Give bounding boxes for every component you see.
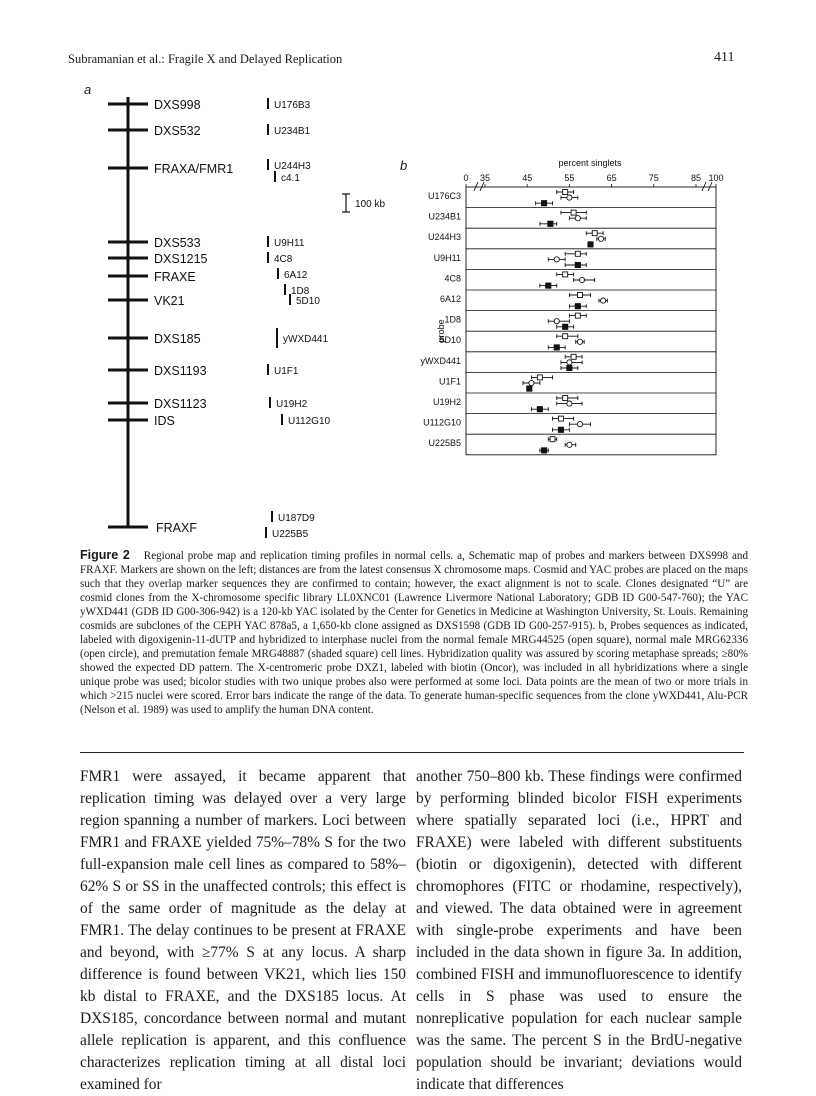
probe-label: 4C8 <box>274 254 293 265</box>
data-point-open-circle <box>567 360 572 365</box>
data-point-open-square <box>575 251 580 256</box>
body-right-column: another 750–800 kb. These findings were confirmed by performing blinded bicolor FISH experiments where spatially separated loci (i.e., HPRT and FRAXE) were labeled with different substituents (biotin or digoxigenin), detected with different chromophores (FITC or rhodamine, respectively), and viewed. The data obtained were in agreement with single-probe experiments and have been included in the data shown in figure 3a. In addition, combined FISH and immunofluorescence to identify cells in S phase was used to ensure the nonreplicative population for each nuclear sample was the same. The percent S in the BrdU-negative population should be invariant; deviations would indicate that differences <box>416 768 742 1093</box>
data-point-open-circle <box>577 422 582 427</box>
marker-label: FRAXF <box>156 521 197 535</box>
panel-a-label: a <box>84 82 92 97</box>
plot-frame <box>466 187 716 455</box>
data-point-shaded-square <box>575 304 580 309</box>
marker-label: DXS185 <box>154 332 201 346</box>
caption-rule <box>80 752 744 753</box>
data-point-open-square <box>537 375 542 380</box>
category-label: 5D10 <box>439 335 461 346</box>
marker-label: DXS533 <box>154 236 201 250</box>
category-label: U225B5 <box>428 438 461 449</box>
data-point-open-square <box>558 416 563 421</box>
data-point-open-square <box>563 190 568 195</box>
data-point-open-square <box>550 437 555 442</box>
marker-label: FRAXE <box>154 270 196 284</box>
data-point-shaded-square <box>527 386 532 391</box>
marker-label: DXS532 <box>154 124 201 138</box>
marker-label: DXS998 <box>154 98 201 112</box>
body-left-column: FMR1 were assayed, it became apparent that replication timing was delayed over a very large region spanning a number of markers. Loci between FMR1 and FRAXE yielded 75%–78% S for the two full-expansion male cell lines as compared to 58%–62% S or SS in the unaffected controls; this effect is of the same order of magnitude as the delay at FMR1. The delay continues to be present at FRAXE and beyond, with ≥77% S at any locus. A sharp difference is found between VK21, which lies 150 kb distal to FRAXE, and the DXS185 locus. At DXS185, concordance between normal and mutant allele replication is apparent, and this confluence characterizes replication timing at all distal loci examined for <box>80 768 406 1093</box>
marker-label: IDS <box>154 414 175 428</box>
data-point-open-circle <box>554 257 559 262</box>
x-tick-label: 75 <box>648 173 659 183</box>
data-point-open-circle <box>598 236 603 241</box>
data-point-open-square <box>563 334 568 339</box>
probe-label: U1F1 <box>274 366 299 377</box>
category-label: U112G10 <box>423 417 461 428</box>
figure-2-graphics <box>0 0 816 545</box>
category-label: 4C8 <box>444 273 461 284</box>
probe-label: 5D10 <box>296 296 320 307</box>
data-point-shaded-square <box>548 221 553 226</box>
data-point-open-circle <box>567 195 572 200</box>
data-point-open-square <box>563 272 568 277</box>
axis-break <box>702 182 706 191</box>
axis-break <box>474 182 478 191</box>
probe-label: U187D9 <box>278 513 315 524</box>
marker-label: FRAXA/FMR1 <box>154 162 234 176</box>
probe-label: 1D8 <box>291 286 310 297</box>
category-label: U1F1 <box>438 376 461 387</box>
axis-break <box>480 182 484 191</box>
x-tick-label: 35 <box>479 173 491 183</box>
data-point-shaded-square <box>554 345 559 350</box>
data-point-open-square <box>577 293 582 298</box>
x-tick-label: 100 <box>708 173 724 183</box>
data-point-shaded-square <box>567 365 572 370</box>
data-point-shaded-square <box>588 242 593 247</box>
x-tick-label: 45 <box>522 173 533 183</box>
category-label: U19H2 <box>432 397 461 407</box>
data-point-open-circle <box>577 339 582 344</box>
marker-label: DXS1123 <box>154 397 207 411</box>
data-point-open-circle <box>601 298 606 303</box>
caption-label: Figure 2 <box>80 548 130 562</box>
probe-label: U19H2 <box>276 399 308 410</box>
running-head: Subramanian et al.: Fragile X and Delayed Replication <box>68 52 343 66</box>
chart-title: percent singlets <box>558 158 622 168</box>
marker-label: VK21 <box>154 294 185 308</box>
figure-caption <box>80 548 748 717</box>
data-point-shaded-square <box>546 283 551 288</box>
category-label: 6A12 <box>439 294 461 304</box>
data-point-open-square <box>571 210 576 215</box>
probe-label: 6A12 <box>284 270 308 281</box>
data-point-open-square <box>571 354 576 359</box>
axis-break <box>708 182 712 191</box>
caption-text: Regional probe map and replication timing profiles in normal cells. a, Schematic map of probes and markers between DXS998 and FRAXF. Markers are shown on the left; distances are from the latest consensus X chromosome maps. Cosmid and YAC probes are placed on the maps such that they overlap marker sequences they are confirmed to contain; however, the exact alignment is not to scale. Clones designated “U” are cosmid clones from the X-chromosome specific library LL0XNC01 (Lawrence Livermore National Laboratory; GDB ID G00-547-760); the YAC yWXD441 (GDB ID G00-306-942) is a 120-kb YAC isolated by the Center for Genetics in Medicine at Washington University, St. Louis. Remaining cosmids are subclones of the CEPH YAC 878a5, a 1,650-kb clone assigned as DXS1598 (GDB ID G00-257-915). b, Probes sequences as indicated, labeled with digoxigenin-11-dUTP and hybridized to interphase nuclei from the normal female MRG44525 (open square), normal male MRG62336 (open circle), and premutation female MRG48887 (shaded square) cell lines. Hybridization quality was assured by scoring metaphase spreads; ≥80% showed the expected DD pattern. The X-centromeric probe DXZ1, labeled with biotin (Oncor), was included in all hybridizations where a single unique probe was used; bicolor studies with two unique probes also were performed at some loci. Data points are the mean of two or more trials in which >215 nuclei were scored. Error bars indicate the range of the data. To generate human-specific sequences from the clone yWXD441, Alu-PCR (Nelson et al. 1989) was used to amplify the human DNA content. <box>80 550 748 716</box>
data-point-shaded-square <box>558 427 563 432</box>
x-tick-label: 55 <box>564 173 575 183</box>
category-label: 1D8 <box>444 314 461 325</box>
data-point-open-circle <box>529 380 534 385</box>
data-point-shaded-square <box>563 324 568 329</box>
x-tick-label: 85 <box>690 173 702 183</box>
category-label: U244H3 <box>427 232 461 243</box>
probe-label: U112G10 <box>288 416 331 427</box>
y-axis-label: probe <box>436 319 446 343</box>
probe-label: U234B1 <box>274 126 311 137</box>
category-label: U176C3 <box>427 191 461 201</box>
data-point-shaded-square <box>575 262 580 267</box>
data-point-open-circle <box>567 442 572 447</box>
marker-label: DXS1193 <box>154 364 207 378</box>
data-point-shaded-square <box>537 407 542 412</box>
probe-label: U9H11 <box>274 238 305 249</box>
scale-bar-label: 100 kb <box>355 199 386 210</box>
category-label: U9H11 <box>433 252 461 263</box>
data-point-open-circle <box>567 401 572 406</box>
data-point-open-circle <box>575 216 580 221</box>
data-point-open-square <box>592 231 597 236</box>
marker-label: DXS1215 <box>154 252 208 266</box>
probe-map <box>108 97 385 540</box>
x-tick-label: 65 <box>606 173 617 183</box>
data-point-open-circle <box>579 277 584 282</box>
probe-label: U225B5 <box>272 529 309 540</box>
data-point-open-square <box>575 313 580 318</box>
panel-b-label: b <box>400 158 408 173</box>
data-point-shaded-square <box>541 448 546 453</box>
data-point-shaded-square <box>541 201 546 206</box>
data-point-open-circle <box>554 319 559 324</box>
probe-label: c4.1 <box>281 173 300 184</box>
probe-label: yWXD441 <box>283 334 329 345</box>
x-tick-label: 0 <box>463 173 469 183</box>
replication-timing-chart <box>420 158 723 455</box>
probe-label: U176B3 <box>274 100 311 111</box>
category-label: U234B1 <box>428 211 461 222</box>
probe-label: U244H3 <box>274 161 311 172</box>
data-point-open-square <box>563 396 568 401</box>
category-label: yWXD441 <box>420 355 461 366</box>
page-number: 411 <box>714 50 735 65</box>
